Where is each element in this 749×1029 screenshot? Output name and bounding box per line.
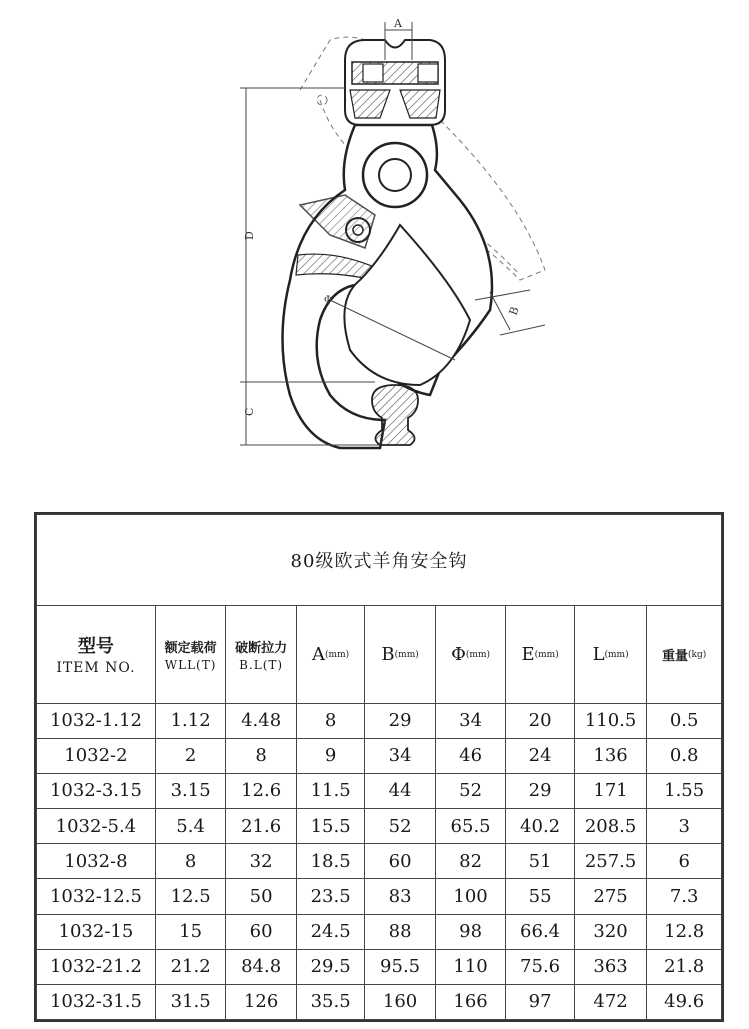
table-row — [37, 703, 722, 738]
cell-phi: 98 — [435, 914, 506, 949]
dim-label-d: D — [243, 231, 256, 240]
cell-a: 18.5 — [296, 844, 364, 879]
cell-weight: 0.8 — [647, 738, 722, 773]
dim-label-a: A — [394, 17, 402, 30]
cell-bl: 4.48 — [226, 703, 297, 738]
cell-weight: 21.8 — [647, 949, 722, 984]
cell-wll: 12.5 — [155, 879, 226, 914]
cell-b: 44 — [365, 773, 436, 808]
cell-l: 208.5 — [574, 809, 647, 844]
cell-weight: 7.3 — [647, 879, 722, 914]
cell-phi: 34 — [435, 703, 506, 738]
cell-b: 160 — [365, 984, 436, 1019]
cell-bl: 60 — [226, 914, 297, 949]
dim-label-b: B — [506, 304, 522, 318]
cell-b: 34 — [365, 738, 436, 773]
cell-e: 55 — [506, 879, 574, 914]
cell-weight: 6 — [647, 844, 722, 879]
dim-label-c: C — [243, 407, 256, 416]
cell-item: 1032-1.12 — [37, 703, 156, 738]
cell-item: 1032-8 — [37, 844, 156, 879]
header-b-unit: (mm) — [394, 649, 419, 660]
table-row — [37, 914, 722, 949]
header-a-label: A — [312, 643, 326, 665]
cell-bl: 12.6 — [226, 773, 297, 808]
cell-l: 320 — [574, 914, 647, 949]
cell-a: 9 — [296, 738, 364, 773]
header-phi-unit: (mm) — [465, 649, 491, 660]
header-item-cn: 型号 — [77, 636, 114, 658]
header-weight-cn: 重量 — [662, 648, 689, 664]
cell-a: 29.5 — [296, 949, 364, 984]
cell-a: 23.5 — [296, 879, 364, 914]
cell-weight: 1.55 — [647, 773, 722, 808]
cell-bl: 32 — [226, 844, 297, 879]
cell-bl: 126 — [226, 984, 297, 1019]
cell-b: 95.5 — [365, 949, 436, 984]
cell-l: 472 — [574, 984, 647, 1019]
cell-e: 51 — [506, 844, 574, 879]
header-b — [365, 606, 436, 703]
cell-bl: 50 — [226, 879, 297, 914]
cell-phi: 52 — [435, 773, 506, 808]
header-wll-cn: 额定载荷 — [164, 640, 217, 656]
cell-bl: 8 — [226, 738, 297, 773]
table-body — [37, 703, 722, 1019]
dim-label-phi: Φ — [324, 295, 333, 306]
cell-e: 29 — [506, 773, 574, 808]
header-e-label: E — [521, 643, 535, 665]
cell-l: 363 — [574, 949, 647, 984]
header-a-unit: (mm) — [325, 649, 350, 660]
cell-bl: 21.6 — [226, 809, 297, 844]
hook-body — [283, 125, 493, 448]
cell-b: 60 — [365, 844, 436, 879]
cell-item: 1032-21.2 — [37, 949, 156, 984]
cell-e: 20 — [506, 703, 574, 738]
header-weight — [647, 606, 722, 703]
cell-item: 1032-15 — [37, 914, 156, 949]
header-wll-en: WLL(T) — [164, 657, 217, 672]
cell-wll: 3.15 — [155, 773, 226, 808]
table-row — [37, 984, 722, 1019]
cell-phi: 82 — [435, 844, 506, 879]
cell-wll: 1.12 — [155, 703, 226, 738]
cell-e: 24 — [506, 738, 574, 773]
cell-b: 52 — [365, 809, 436, 844]
cell-weight: 49.6 — [647, 984, 722, 1019]
header-wll — [155, 606, 226, 703]
header-weight-unit: (kg) — [688, 649, 707, 660]
cell-wll: 31.5 — [155, 984, 226, 1019]
header-phi — [435, 606, 506, 703]
cell-b: 88 — [365, 914, 436, 949]
cell-bl: 84.8 — [226, 949, 297, 984]
header-a — [296, 606, 364, 703]
cell-a: 24.5 — [296, 914, 364, 949]
cell-e: 75.6 — [506, 949, 574, 984]
header-e-unit: (mm) — [534, 649, 559, 660]
cell-e: 97 — [506, 984, 574, 1019]
table-title: 80级欧式羊角安全钩 — [37, 515, 722, 606]
header-bl-cn: 破断拉力 — [235, 640, 288, 656]
cell-e: 40.2 — [506, 809, 574, 844]
table-row — [37, 879, 722, 914]
header-l-unit: (mm) — [604, 649, 629, 660]
cell-l: 257.5 — [574, 844, 647, 879]
cell-b: 83 — [365, 879, 436, 914]
cell-a: 15.5 — [296, 809, 364, 844]
cell-wll: 8 — [155, 844, 226, 879]
table-row — [37, 844, 722, 879]
cell-l: 136 — [574, 738, 647, 773]
hook-technical-drawing — [0, 0, 749, 500]
header-item-en: ITEM NO. — [56, 660, 136, 677]
header-b-label: B — [381, 643, 395, 665]
cell-item: 1032-2 — [37, 738, 156, 773]
table-header-row — [37, 606, 722, 703]
cell-phi: 110 — [435, 949, 506, 984]
cell-item: 1032-3.15 — [37, 773, 156, 808]
cell-a: 11.5 — [296, 773, 364, 808]
cell-phi: 65.5 — [435, 809, 506, 844]
cell-weight: 0.5 — [647, 703, 722, 738]
cell-weight: 12.8 — [647, 914, 722, 949]
cell-l: 110.5 — [574, 703, 647, 738]
header-bl — [226, 606, 297, 703]
cell-phi: 46 — [435, 738, 506, 773]
cell-item: 1032-12.5 — [37, 879, 156, 914]
cell-b: 29 — [365, 703, 436, 738]
cell-a: 8 — [296, 703, 364, 738]
table-row — [37, 773, 722, 808]
cell-a: 35.5 — [296, 984, 364, 1019]
header-l-label: L — [592, 643, 605, 665]
cell-wll: 15 — [155, 914, 226, 949]
cell-e: 66.4 — [506, 914, 574, 949]
table-row — [37, 809, 722, 844]
cell-phi: 166 — [435, 984, 506, 1019]
hook-eye — [345, 40, 445, 125]
spec-table-frame — [34, 512, 724, 1022]
header-e — [506, 606, 574, 703]
cell-item: 1032-31.5 — [37, 984, 156, 1019]
table-row — [37, 738, 722, 773]
cell-wll: 2 — [155, 738, 226, 773]
header-bl-en: B.L(T) — [239, 657, 284, 672]
header-phi-label: Φ — [451, 643, 466, 665]
cell-l: 275 — [574, 879, 647, 914]
header-l — [574, 606, 647, 703]
cell-item: 1032-5.4 — [37, 809, 156, 844]
cell-weight: 3 — [647, 809, 722, 844]
header-item — [37, 606, 156, 703]
cell-wll: 21.2 — [155, 949, 226, 984]
table-row — [37, 949, 722, 984]
spec-table — [36, 514, 722, 1020]
cell-wll: 5.4 — [155, 809, 226, 844]
cell-phi: 100 — [435, 879, 506, 914]
cell-l: 171 — [574, 773, 647, 808]
